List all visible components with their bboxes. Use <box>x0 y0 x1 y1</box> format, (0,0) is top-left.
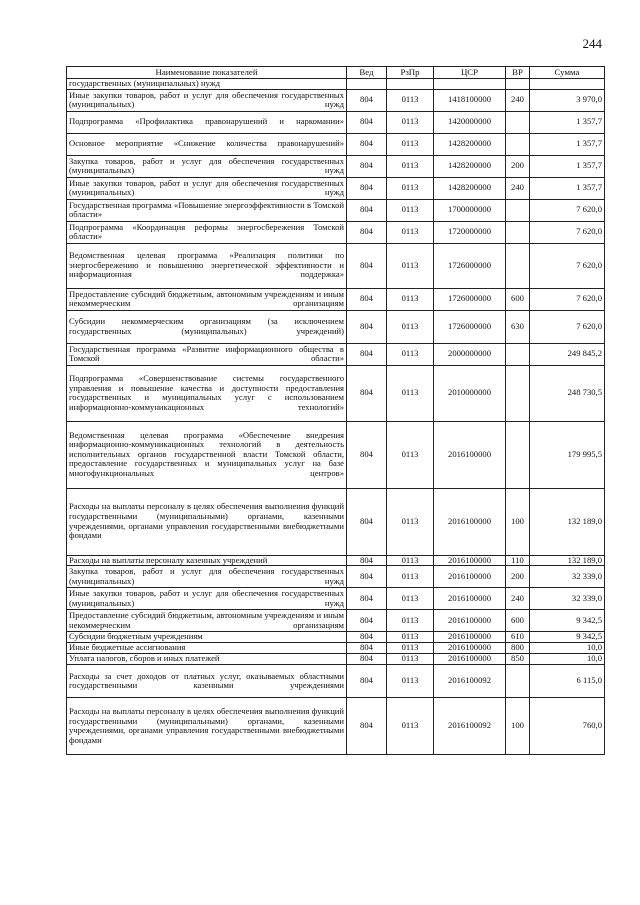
row-csr-cell: 1700000000 <box>434 199 506 221</box>
row-rzpr-cell: 0113 <box>387 566 434 588</box>
row-name-cell: государственных (муниципальных) нужд <box>67 79 347 90</box>
row-vr-cell <box>506 243 530 288</box>
row-csr-cell: 2016100000 <box>434 610 506 632</box>
row-rzpr-cell: 0113 <box>387 243 434 288</box>
row-rzpr-cell: 0113 <box>387 588 434 610</box>
row-vr-cell: 100 <box>506 698 530 755</box>
row-sum-cell: 7 620,0 <box>530 221 605 243</box>
table-row <box>67 155 605 177</box>
row-name-cell: Основное мероприятие «Снижение количества правонарушений» <box>67 133 347 155</box>
row-csr-cell: 1720000000 <box>434 221 506 243</box>
table-row <box>67 665 605 698</box>
row-rzpr-cell: 0113 <box>387 665 434 698</box>
row-vr-cell: 110 <box>506 555 530 566</box>
row-name-cell: Закупка товаров, работ и услуг для обеспечения государственных (муниципальных) нужд <box>67 566 347 588</box>
row-csr-cell: 1726000000 <box>434 243 506 288</box>
table-row <box>67 421 605 488</box>
row-sum-cell: 32 339,0 <box>530 566 605 588</box>
table-row <box>67 555 605 566</box>
row-ved-cell: 804 <box>347 243 387 288</box>
row-name-cell: Иные закупки товаров, работ и услуг для обеспечения государственных (муниципальных) нужд <box>67 588 347 610</box>
column-header-csr: ЦСР <box>434 67 506 79</box>
table-row <box>67 365 605 421</box>
row-csr-cell: 1420000000 <box>434 111 506 133</box>
row-vr-cell <box>506 79 530 90</box>
table-body <box>67 79 605 755</box>
row-csr-cell: 1726000000 <box>434 288 506 310</box>
row-ved-cell: 804 <box>347 665 387 698</box>
row-name-cell: Ведомственная целевая программа «Реализация политики по энергосбережению и повышению энергетической эффективности и информационная поддержка» <box>67 243 347 288</box>
table-row <box>67 310 605 343</box>
row-name-cell: Подпрограмма «Совершенствование системы государственного управления и повышение качества и доступности предоставления государственных и муниципальных услуг с использованием информационно-коммуникационных технологий» <box>67 365 347 421</box>
row-csr-cell: 2016100000 <box>434 555 506 566</box>
row-rzpr-cell: 0113 <box>387 310 434 343</box>
row-vr-cell: 800 <box>506 643 530 654</box>
row-name-cell: Расходы на выплаты персоналу казенных учреждений <box>67 555 347 566</box>
row-csr-cell: 1726000000 <box>434 310 506 343</box>
row-vr-cell <box>506 665 530 698</box>
row-sum-cell: 249 845,2 <box>530 343 605 365</box>
row-rzpr-cell: 0113 <box>387 421 434 488</box>
row-name-cell: Расходы на выплаты персоналу в целях обеспечения выполнения функций государственными (муниципальными) органами, казенными учреждениями, органами управления государственными внебюджетными фондами <box>67 488 347 555</box>
table-row <box>67 133 605 155</box>
row-vr-cell <box>506 221 530 243</box>
column-header-name: Наименование показателей <box>67 67 347 79</box>
row-sum-cell: 248 730,5 <box>530 365 605 421</box>
row-vr-cell <box>506 343 530 365</box>
row-vr-cell: 200 <box>506 566 530 588</box>
row-vr-cell: 240 <box>506 89 530 111</box>
row-ved-cell: 804 <box>347 654 387 665</box>
row-rzpr-cell: 0113 <box>387 643 434 654</box>
row-name-cell: Государственная программа «Повышение энергоэффективности в Томской области» <box>67 199 347 221</box>
row-csr-cell: 1428200000 <box>434 155 506 177</box>
row-name-cell: Закупка товаров, работ и услуг для обеспечения государственных (муниципальных) нужд <box>67 155 347 177</box>
table-row <box>67 566 605 588</box>
row-name-cell: Подпрограмма «Профилактика правонарушений и наркомании» <box>67 111 347 133</box>
row-rzpr-cell: 0113 <box>387 488 434 555</box>
column-header-rzpr: РзПр <box>387 67 434 79</box>
row-vr-cell <box>506 133 530 155</box>
row-name-cell: Ведомственная целевая программа «Обеспечение внедрения информационно-коммуникационных технологий в деятельность исполнительных органов государственной власти Томской области, предоставление государственных и муниципальных услуг на базе многофункциональных центров» <box>67 421 347 488</box>
row-vr-cell: 200 <box>506 155 530 177</box>
row-ved-cell: 804 <box>347 421 387 488</box>
row-ved-cell: 804 <box>347 310 387 343</box>
row-csr-cell: 2016100000 <box>434 643 506 654</box>
row-ved-cell: 804 <box>347 632 387 643</box>
row-name-cell: Уплата налогов, сборов и иных платежей <box>67 654 347 665</box>
row-csr-cell: 1428200000 <box>434 177 506 199</box>
row-vr-cell: 100 <box>506 488 530 555</box>
row-name-cell: Предоставление субсидий бюджетным, автономным учреждениям и иным некоммерческим организациям <box>67 288 347 310</box>
row-rzpr-cell: 0113 <box>387 654 434 665</box>
table-row <box>67 610 605 632</box>
row-name-cell: Иные закупки товаров, работ и услуг для обеспечения государственных (муниципальных) нужд <box>67 177 347 199</box>
row-ved-cell: 804 <box>347 288 387 310</box>
row-ved-cell <box>347 79 387 90</box>
row-csr-cell: 2016100092 <box>434 698 506 755</box>
row-sum-cell: 7 620,0 <box>530 243 605 288</box>
row-sum-cell: 7 620,0 <box>530 310 605 343</box>
row-sum-cell: 132 189,0 <box>530 555 605 566</box>
row-sum-cell: 1 357,7 <box>530 133 605 155</box>
row-rzpr-cell: 0113 <box>387 177 434 199</box>
row-name-cell: Иные закупки товаров, работ и услуг для обеспечения государственных (муниципальных) нужд <box>67 89 347 111</box>
row-sum-cell: 132 189,0 <box>530 488 605 555</box>
budget-table <box>66 66 605 755</box>
row-ved-cell: 804 <box>347 588 387 610</box>
row-sum-cell: 7 620,0 <box>530 288 605 310</box>
row-vr-cell: 240 <box>506 177 530 199</box>
row-csr-cell: 2016100000 <box>434 588 506 610</box>
page-number: 244 <box>582 36 602 51</box>
row-sum-cell: 9 342,5 <box>530 610 605 632</box>
row-vr-cell: 600 <box>506 288 530 310</box>
row-csr-cell: 2016100000 <box>434 421 506 488</box>
row-rzpr-cell: 0113 <box>387 365 434 421</box>
row-sum-cell: 10,0 <box>530 643 605 654</box>
column-header-sum: Сумма <box>530 67 605 79</box>
row-vr-cell <box>506 421 530 488</box>
row-csr-cell: 2016100000 <box>434 654 506 665</box>
row-rzpr-cell: 0113 <box>387 199 434 221</box>
row-rzpr-cell: 0113 <box>387 89 434 111</box>
table-row <box>67 588 605 610</box>
table-row <box>67 79 605 90</box>
row-name-cell: Государственная программа «Развитие информационного общества в Томской области» <box>67 343 347 365</box>
table-row <box>67 177 605 199</box>
row-ved-cell: 804 <box>347 177 387 199</box>
column-header-vr: ВР <box>506 67 530 79</box>
row-sum-cell: 32 339,0 <box>530 588 605 610</box>
row-sum-cell: 760,0 <box>530 698 605 755</box>
table-header-row <box>67 67 605 79</box>
row-sum-cell: 1 357,7 <box>530 155 605 177</box>
row-csr-cell: 2016100000 <box>434 488 506 555</box>
row-rzpr-cell <box>387 79 434 90</box>
row-name-cell: Субсидии некоммерческим организациям (за исключением государственных (муниципальных) учреждений) <box>67 310 347 343</box>
row-ved-cell: 804 <box>347 155 387 177</box>
row-ved-cell: 804 <box>347 133 387 155</box>
table-row <box>67 632 605 643</box>
row-rzpr-cell: 0113 <box>387 698 434 755</box>
table-row <box>67 343 605 365</box>
row-name-cell: Расходы за счет доходов от платных услуг, оказываемых областными государственными казенными учреждениями <box>67 665 347 698</box>
row-vr-cell <box>506 365 530 421</box>
row-sum-cell <box>530 79 605 90</box>
table-row <box>67 199 605 221</box>
column-header-ved: Вед <box>347 67 387 79</box>
row-sum-cell: 1 357,7 <box>530 111 605 133</box>
row-sum-cell: 9 342,5 <box>530 632 605 643</box>
row-csr-cell: 2016100000 <box>434 566 506 588</box>
row-sum-cell: 179 995,5 <box>530 421 605 488</box>
row-ved-cell: 804 <box>347 221 387 243</box>
row-csr-cell: 2016100000 <box>434 632 506 643</box>
row-rzpr-cell: 0113 <box>387 555 434 566</box>
row-rzpr-cell: 0113 <box>387 610 434 632</box>
row-ved-cell: 804 <box>347 643 387 654</box>
row-ved-cell: 804 <box>347 111 387 133</box>
row-ved-cell: 804 <box>347 343 387 365</box>
table-row <box>67 89 605 111</box>
row-vr-cell: 610 <box>506 632 530 643</box>
row-rzpr-cell: 0113 <box>387 133 434 155</box>
row-name-cell: Расходы на выплаты персоналу в целях обеспечения выполнения функций государственными (муниципальными) органами, казенными учреждениями, органами управления государственными внебюджетными фондами <box>67 698 347 755</box>
row-sum-cell: 3 970,0 <box>530 89 605 111</box>
row-rzpr-cell: 0113 <box>387 155 434 177</box>
row-sum-cell: 6 115,0 <box>530 665 605 698</box>
table-row <box>67 643 605 654</box>
row-ved-cell: 804 <box>347 555 387 566</box>
row-sum-cell: 7 620,0 <box>530 199 605 221</box>
row-csr-cell: 1428200000 <box>434 133 506 155</box>
row-csr-cell: 1418100000 <box>434 89 506 111</box>
row-vr-cell: 600 <box>506 610 530 632</box>
row-ved-cell: 804 <box>347 566 387 588</box>
table-row <box>67 288 605 310</box>
row-rzpr-cell: 0113 <box>387 221 434 243</box>
table-row <box>67 488 605 555</box>
table-row <box>67 111 605 133</box>
row-sum-cell: 10,0 <box>530 654 605 665</box>
table-row <box>67 698 605 755</box>
row-vr-cell <box>506 111 530 133</box>
row-name-cell: Субсидии бюджетным учреждениям <box>67 632 347 643</box>
row-csr-cell <box>434 79 506 90</box>
row-vr-cell: 630 <box>506 310 530 343</box>
table-row <box>67 221 605 243</box>
row-ved-cell: 804 <box>347 488 387 555</box>
table-row <box>67 243 605 288</box>
row-ved-cell: 804 <box>347 199 387 221</box>
row-rzpr-cell: 0113 <box>387 288 434 310</box>
row-ved-cell: 804 <box>347 365 387 421</box>
row-ved-cell: 804 <box>347 610 387 632</box>
table-row <box>67 654 605 665</box>
row-vr-cell: 850 <box>506 654 530 665</box>
row-vr-cell <box>506 199 530 221</box>
row-ved-cell: 804 <box>347 89 387 111</box>
row-csr-cell: 2016100092 <box>434 665 506 698</box>
row-sum-cell: 1 357,7 <box>530 177 605 199</box>
row-name-cell: Предоставление субсидий бюджетным, автономным учреждениям и иным некоммерческим организациям <box>67 610 347 632</box>
row-rzpr-cell: 0113 <box>387 632 434 643</box>
row-csr-cell: 2000000000 <box>434 343 506 365</box>
row-rzpr-cell: 0113 <box>387 343 434 365</box>
row-vr-cell: 240 <box>506 588 530 610</box>
row-rzpr-cell: 0113 <box>387 111 434 133</box>
row-csr-cell: 2010000000 <box>434 365 506 421</box>
row-ved-cell: 804 <box>347 698 387 755</box>
row-name-cell: Иные бюджетные ассигнования <box>67 643 347 654</box>
row-name-cell: Подпрограмма «Координация реформы энергосбережения Томской области» <box>67 221 347 243</box>
